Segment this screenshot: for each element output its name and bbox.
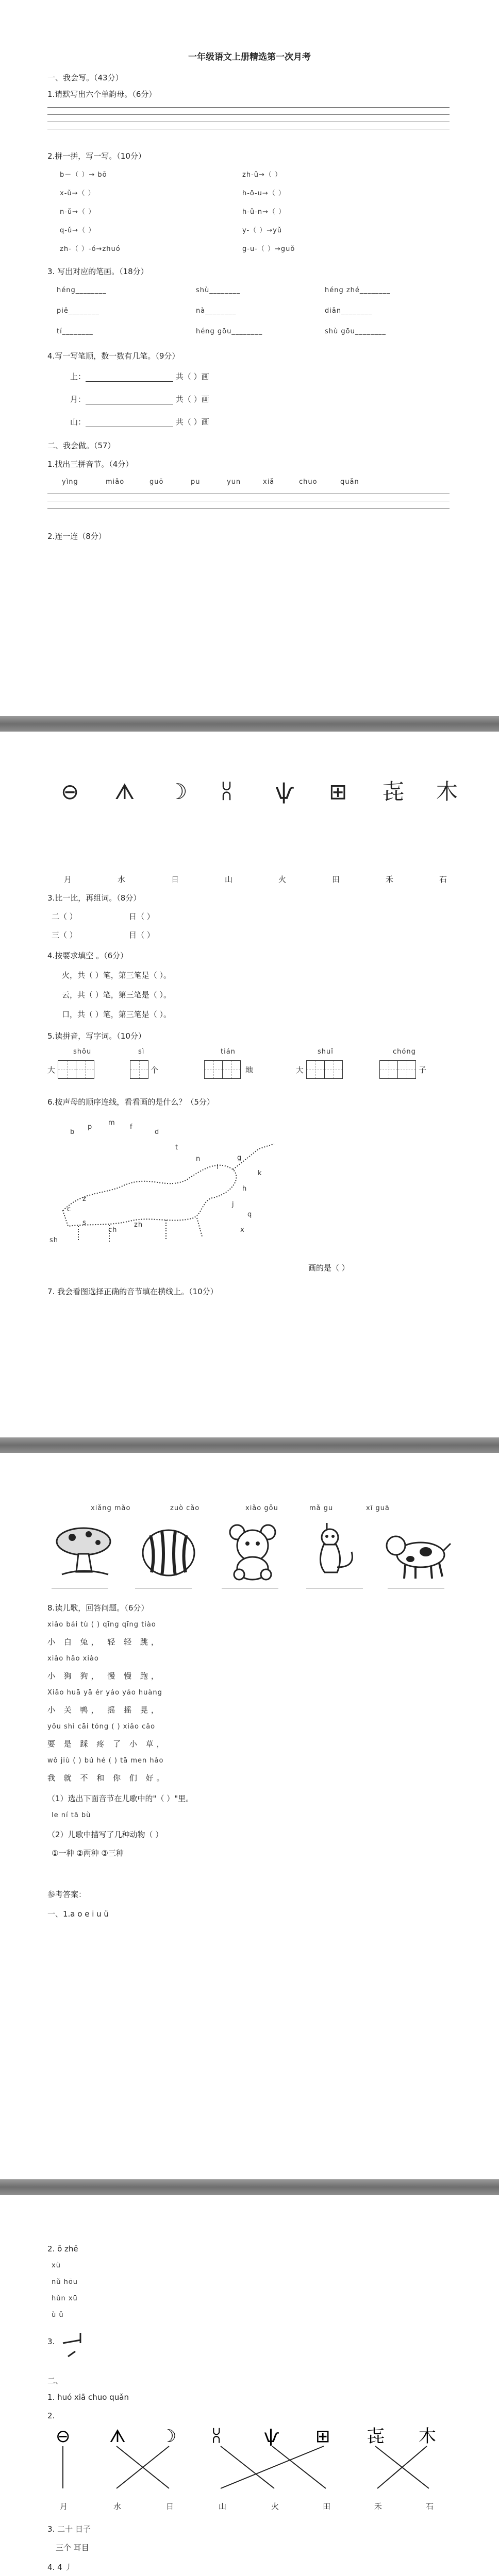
answer-line-text: hǔn xū xyxy=(52,2295,78,2302)
stroke-count: 共（ ）画 xyxy=(175,395,209,404)
poem-line: 我 就 不 和 你 们 好。 xyxy=(47,1773,168,1783)
svg-text:㐂: 㐂 xyxy=(367,2426,385,2447)
match-word: 禾 xyxy=(374,2502,382,2511)
stroke-item: shù________ xyxy=(196,286,241,294)
exam-page-3 xyxy=(0,1453,499,2179)
stroke-count: 共（ ）画 xyxy=(175,372,209,381)
svg-text:⊖: ⊖ xyxy=(56,2426,71,2447)
page-separator xyxy=(0,2179,499,2195)
document-title: 一年级语文上册精选第一次月考 xyxy=(188,52,311,62)
poem-line: 要 是 踩 疼 了 小 草， xyxy=(47,1739,168,1749)
poem-pinyin: Xiǎo huā yā ér yáo yáo huàng xyxy=(47,1689,162,1697)
syllable: yìng xyxy=(62,478,78,486)
stroke-item: héng gōu________ xyxy=(196,328,263,335)
match-word: 水 xyxy=(113,2502,122,2511)
pinyin-option: xiǎng mǎo xyxy=(91,1504,131,1512)
poem-pinyin: wǒ jiù ( ) bú hé ( ) tā men hǎo xyxy=(47,1757,164,1765)
oracle-field-icon: ⊞ xyxy=(329,779,347,804)
question-6: 2.连一连（8分） xyxy=(47,532,106,541)
stroke-count: 共（ ）画 xyxy=(175,417,209,427)
pinyin-item: b－（ ）→ bō xyxy=(60,171,107,179)
answer-section: 二、 xyxy=(47,2376,63,2385)
question-6: 6.按声母的顺序连线，看看画的是什么？（5分） xyxy=(47,1097,214,1107)
pinyin-option: mǎ gu xyxy=(309,1504,334,1512)
answer-line-text: 2. ō zhē xyxy=(47,2244,78,2253)
answer-line-text: xù xyxy=(52,2262,61,2269)
exam-page-4 xyxy=(0,2195,499,2576)
stroke-order-row xyxy=(70,394,209,404)
writing-grid xyxy=(397,1060,416,1079)
answer-line-text: 2. xyxy=(47,2411,55,2420)
poem-line: 小 白 兔， 轻 轻 跳， xyxy=(47,1637,162,1647)
pinyin-option: xiǎo gǒu xyxy=(245,1504,278,1512)
character-label: 山： xyxy=(70,417,86,427)
pinyin-item: n-ǔ→（ ） xyxy=(60,208,96,216)
stroke-item: piě________ xyxy=(57,307,99,315)
stroke-item: diǎn________ xyxy=(325,307,373,315)
section-write-heading: 一、我会写。（43分） xyxy=(47,73,123,82)
svg-text:☽: ☽ xyxy=(161,2426,177,2447)
stroke-order-row xyxy=(70,371,209,382)
dot-label: g xyxy=(237,1154,242,1162)
match-word: 田 xyxy=(323,2502,331,2511)
compare-item: 二（ ） xyxy=(52,912,77,921)
writing-grid xyxy=(58,1060,76,1079)
question-5: 5.读拼音，写字词。（10分） xyxy=(47,1031,146,1041)
poem-pinyin: xiǎo hǎo xiào xyxy=(47,1655,99,1663)
fill-item: 云，共（ ）笔，第三笔是（ ）。 xyxy=(62,990,172,999)
options: le ní tā bù xyxy=(52,1811,91,1819)
dot-label: d xyxy=(155,1128,160,1136)
pinyin-label: sì xyxy=(138,1048,145,1056)
dot-label: sh xyxy=(49,1236,59,1244)
dot-label: f xyxy=(130,1123,133,1131)
dot-label: p xyxy=(88,1123,93,1131)
stroke-item: héng zhé________ xyxy=(325,286,391,294)
oracle-fire-icon: ѱ xyxy=(275,779,294,804)
pinyin-item: x-ǔ→（ ） xyxy=(60,190,95,197)
match-word: 水 xyxy=(118,875,126,884)
answer-line-text: ù ǔ xyxy=(52,2311,64,2319)
dot-label: x xyxy=(240,1226,245,1234)
answer-blank xyxy=(86,397,173,404)
match-word: 石 xyxy=(439,875,447,884)
dot-label: c xyxy=(67,1206,72,1213)
question-8: 8.读儿歌，回答问题。（6分） xyxy=(47,1603,149,1613)
answer-blank xyxy=(86,419,173,427)
match-word: 火 xyxy=(278,875,287,884)
stroke-item: héng________ xyxy=(57,286,107,294)
answer-line xyxy=(47,508,450,509)
match-word: 火 xyxy=(271,2502,279,2511)
question-4: 4.按要求填空 。（6分） xyxy=(47,951,128,960)
dot-label: ch xyxy=(108,1226,118,1234)
exam-page-1 xyxy=(0,0,499,716)
picture-answer: 画的是（ ） xyxy=(308,1263,350,1273)
writing-grid xyxy=(204,1060,223,1079)
syllable: quǎn xyxy=(340,478,359,486)
page-separator xyxy=(0,716,499,732)
syllable: pu xyxy=(191,478,201,486)
writing-grid xyxy=(379,1060,398,1079)
oracle-mountain-icon: ⩆ xyxy=(222,779,232,804)
pinyin-item: y-（ ）→yǔ xyxy=(242,227,282,234)
sub-question: （2）儿歌中描写了几种动物（ ） xyxy=(47,1830,163,1839)
compare-item: 三（ ） xyxy=(52,930,77,940)
stroke-answer-icon xyxy=(60,2328,91,2364)
given-char: 子 xyxy=(419,1065,427,1075)
answer-blank xyxy=(86,374,173,382)
svg-text:⽊: ⽊ xyxy=(419,2426,436,2447)
match-word: 山 xyxy=(225,875,233,884)
oracle-grain-icon: 㐂 xyxy=(382,779,405,804)
pinyin-item: q-ǔ→（ ） xyxy=(60,227,96,234)
question-7: 7. 我会看图选择正确的音节填在横线上。（10分） xyxy=(47,1287,218,1296)
question-3: 3. 写出对应的笔画。（18分） xyxy=(47,267,148,276)
puppy-icon xyxy=(222,1521,284,1583)
pinyin-label: tián xyxy=(221,1048,236,1056)
pinyin-label: chóng xyxy=(393,1048,416,1056)
answer-line-text: nǔ hōu xyxy=(52,2278,78,2286)
given-char: 个 xyxy=(151,1065,159,1075)
oracle-water-icon: ᗑ xyxy=(114,779,135,804)
matching-answer-lines xyxy=(47,2421,460,2499)
pinyin-item: h-ǔ-n→（ ） xyxy=(242,208,286,216)
compare-item: 日（ ） xyxy=(129,912,155,921)
character-label: 上： xyxy=(70,372,86,381)
fill-item: 口，共（ ）笔，第三笔是（ ）。 xyxy=(62,1010,172,1019)
question-3: 3.比一比，再组词。（8分） xyxy=(47,893,141,903)
pinyin-item: zh-（ ）-ó→zhuó xyxy=(60,245,121,253)
dot-label: zh xyxy=(134,1221,143,1229)
svg-text:⊞: ⊞ xyxy=(315,2426,330,2447)
dot-label: s xyxy=(82,1219,87,1227)
answer-line-text: 4. 4 丿 xyxy=(47,2563,73,2572)
writing-grid xyxy=(222,1060,241,1079)
oracle-sun-icon: ☽ xyxy=(168,779,188,804)
match-word: 日 xyxy=(166,2502,174,2511)
given-char: 地 xyxy=(245,1065,254,1075)
writing-grid xyxy=(306,1060,325,1079)
writing-grid xyxy=(76,1060,94,1079)
options: ①一种 ②两种 ③三种 xyxy=(52,1849,124,1858)
pinyin-option: zuò cǎo xyxy=(170,1504,200,1512)
fill-item: 火，共（ ）笔，第三笔是（ ）。 xyxy=(62,971,172,980)
match-word: 日 xyxy=(171,875,179,884)
connect-dots-picture xyxy=(47,1113,295,1247)
syllable: miǎo xyxy=(106,478,125,486)
oracle-stone-icon: ⽊ xyxy=(436,779,458,804)
mushroom-icon xyxy=(52,1523,119,1580)
exam-page-2 xyxy=(0,732,499,1437)
compare-item: 目（ ） xyxy=(129,930,155,940)
poem-line: 小 关 鸭， 摇 摇 晃， xyxy=(47,1705,162,1715)
match-word: 月 xyxy=(64,875,72,884)
answer-line-text: 3. 二十 日子 xyxy=(47,2524,91,2534)
dog-icon xyxy=(381,1525,454,1582)
pinyin-item: zh-ǔ→（ ） xyxy=(242,171,282,179)
page-separator xyxy=(0,1437,499,1453)
answer-line-text: 一、1.a o e i u ü xyxy=(47,1909,109,1919)
question-5: 1.找出三拼音节。（4分） xyxy=(47,460,134,469)
match-word: 山 xyxy=(219,2502,227,2511)
dot-label: b xyxy=(70,1128,75,1136)
dot-label: j xyxy=(232,1200,235,1208)
pinyin-item: h-ō-u→（ ） xyxy=(242,190,286,197)
dot-label: h xyxy=(242,1185,247,1193)
question-2: 2.拼一拼，写一写。（10分） xyxy=(47,151,146,161)
svg-text:⩆: ⩆ xyxy=(212,2426,221,2447)
stroke-item: tí________ xyxy=(57,328,93,335)
answer-line-text: 1. huó xiā chuo quǎn xyxy=(47,2393,129,2402)
given-char: 大 xyxy=(296,1065,304,1075)
poem-pinyin: yǒu shì cāi tóng ( ) xiǎo cǎo xyxy=(47,1723,156,1731)
dot-label: n xyxy=(196,1155,201,1163)
match-word: 田 xyxy=(332,875,340,884)
answer-key-title: 参考答案： xyxy=(47,1890,87,1899)
answer-line-text: 三个 耳目 xyxy=(56,2543,89,2552)
watermelon-icon xyxy=(135,1523,202,1580)
stroke-item: nà________ xyxy=(196,307,237,315)
svg-text:ᗑ: ᗑ xyxy=(109,2426,126,2447)
answer-line xyxy=(47,114,450,115)
poem-line: 小 狗 狗， 慢 慢 跑， xyxy=(47,1671,162,1681)
syllable: xiǎ xyxy=(263,478,275,486)
dot-label: t xyxy=(175,1144,179,1151)
match-word: 石 xyxy=(426,2502,434,2511)
question-4: 4.写一写笔顺，数一数有几笔。（9分） xyxy=(47,351,180,361)
dot-label: q xyxy=(247,1211,253,1218)
monkey-icon xyxy=(306,1521,363,1583)
sub-question: （1）选出下面音节在儿歌中的"（ ）"里。 xyxy=(47,1794,194,1803)
dot-label: l xyxy=(217,1163,219,1171)
syllable: chuo xyxy=(299,478,318,486)
given-char: 大 xyxy=(47,1065,56,1075)
answer-line-text: 3. xyxy=(47,2337,55,2346)
answer-line xyxy=(47,107,450,108)
pinyin-option: xī guā xyxy=(366,1504,390,1512)
writing-grid xyxy=(324,1060,343,1079)
question-1: 1.请默写出六个单韵母。（6分） xyxy=(47,90,157,99)
poem-pinyin: xiǎo bái tù ( ) qīng qīng tiào xyxy=(47,1621,156,1629)
pinyin-item: g-u-（ ）→guǒ xyxy=(242,245,295,253)
writing-grid xyxy=(130,1060,148,1079)
dot-label: m xyxy=(108,1119,115,1127)
pinyin-label: shuǐ xyxy=(318,1048,334,1056)
dot-label: z xyxy=(82,1195,87,1203)
syllable: yun xyxy=(227,478,241,486)
pinyin-label: shǒu xyxy=(73,1048,92,1056)
match-word: 禾 xyxy=(386,875,394,884)
syllable: guō xyxy=(149,478,164,486)
character-label: 月： xyxy=(70,395,86,404)
oracle-moon-icon: ⊖ xyxy=(61,779,79,804)
svg-text:ѱ: ѱ xyxy=(264,2426,279,2447)
stroke-order-row xyxy=(70,416,209,427)
section-do-heading: 二、我会做。（57） xyxy=(47,441,115,450)
dot-label: k xyxy=(258,1170,262,1177)
match-word: 月 xyxy=(60,2502,68,2511)
stroke-item: shù gōu________ xyxy=(325,328,386,335)
